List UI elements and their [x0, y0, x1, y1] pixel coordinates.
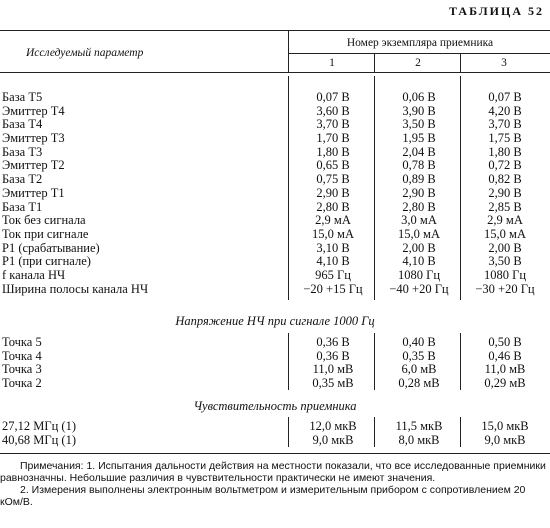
cell: 0,89 В: [402, 172, 436, 187]
cell: 2,80 В: [316, 199, 350, 214]
table-notes: [0, 460, 550, 508]
table-row: [0, 146, 550, 160]
section-title-sensitivity: Чувствительность приемника: [193, 399, 357, 413]
cell: 11,0 мВ: [484, 362, 526, 377]
cell: 1,70 В: [316, 131, 350, 146]
table-row: [0, 336, 550, 350]
cell: 0,35 мВ: [312, 376, 354, 391]
row-label: Ток без сигнала: [2, 213, 86, 228]
table-row: [0, 91, 550, 105]
cell: 0,82 В: [488, 172, 522, 187]
cell: 8,0 мкВ: [398, 432, 440, 447]
row-label: Эмиттер T2: [2, 158, 65, 173]
table-row: [0, 173, 550, 187]
note-2: 2. Измерения выполнены электронным вольтметром и измерительным прибором с сопротивлением 20 кОм/В.: [0, 484, 526, 508]
table-row: [0, 201, 550, 215]
column-divider-2: [374, 53, 375, 72]
cell: 1,80 В: [488, 144, 522, 159]
header-col-2: 2: [415, 57, 421, 69]
table-row: [0, 187, 550, 201]
cell: 11,5 мкВ: [395, 419, 443, 433]
table-row: [0, 434, 550, 448]
cell: 9,0 мкВ: [484, 432, 526, 447]
cell: 2,85 В: [488, 199, 522, 214]
section3-rows: [0, 420, 550, 447]
cell: 2,80 В: [402, 199, 436, 214]
table-row: [0, 105, 550, 119]
row-label: База T5: [2, 90, 43, 104]
cell: 1,80 В: [316, 144, 350, 159]
table-row: [0, 132, 550, 146]
table-title: ТАБЛИЦА 52: [449, 4, 544, 18]
table-row: [0, 118, 550, 132]
cell: 3,10 В: [316, 240, 350, 255]
table-bottom-rule: [0, 453, 550, 454]
row-label: f канала НЧ: [2, 267, 66, 282]
cell: 3,90 В: [402, 103, 436, 118]
cell: 0,75 В: [316, 172, 350, 187]
cell: 1,75 В: [488, 131, 522, 146]
cell: 15,0 мА: [312, 226, 354, 241]
table-row: [0, 269, 550, 283]
row-label: 27,12 МГц (1): [2, 419, 76, 433]
cell: 1080 Гц: [397, 267, 441, 282]
cell: 0,72 В: [488, 158, 522, 173]
cell: 0,29 мВ: [484, 376, 526, 391]
row-label: Точка 5: [2, 335, 42, 349]
table-row: [0, 283, 550, 297]
table-row: [0, 159, 550, 173]
cell: 11,0 мВ: [312, 362, 354, 377]
row-label: Точка 3: [2, 362, 42, 377]
row-label: Ширина полосы канала НЧ: [2, 281, 149, 296]
subheader-rule: [288, 53, 550, 54]
row-label: База T4: [2, 117, 43, 132]
cell: 12,0 мкВ: [309, 419, 357, 433]
main-rows: [0, 91, 550, 296]
cell: −20 +15 Гц: [303, 281, 363, 296]
column-divider-3: [460, 53, 461, 72]
cell: 2,9 мА: [315, 213, 351, 228]
row-label: P1 (при сигнале): [2, 254, 91, 269]
table-row: [0, 228, 550, 242]
cell: −40 +20 Гц: [389, 281, 449, 296]
table-row: [0, 214, 550, 228]
cell: 3,0 мА: [401, 213, 437, 228]
cell: 0,46 В: [488, 348, 522, 363]
cell: 0,06 В: [402, 90, 436, 104]
cell: 3,70 В: [316, 117, 350, 132]
header-col-1: 1: [329, 57, 335, 69]
cell: 2,04 В: [402, 144, 436, 159]
table-row: [0, 420, 550, 434]
table-row: [0, 242, 550, 256]
cell: 2,90 В: [316, 185, 350, 200]
cell: 15,0 мА: [398, 226, 440, 241]
cell: 0,40 В: [402, 335, 436, 349]
row-label: Точка 2: [2, 376, 42, 391]
cell: 0,50 В: [488, 335, 522, 349]
table-row: [0, 377, 550, 391]
cell: 1,95 В: [402, 131, 436, 146]
cell: 3,70 В: [488, 117, 522, 132]
cell: 3,50 В: [488, 254, 522, 269]
cell: 0,07 В: [488, 90, 522, 104]
row-label: Ток при сигнале: [2, 226, 89, 241]
row-label: P1 (срабатывание): [2, 240, 100, 255]
cell: 0,35 В: [402, 348, 436, 363]
header-param-label: Исследуемый параметр: [26, 47, 144, 59]
row-label: Эмиттер T1: [2, 185, 65, 200]
cell: 0,07 В: [316, 90, 350, 104]
note-1: Примечания: 1. Испытания дальности действия на местности показали, что все исследованные приемники равнозначны. Небольшие различия в чувствительности практически не имеют значения.: [0, 460, 546, 484]
cell: 965 Гц: [315, 267, 351, 282]
cell: 0,36 В: [316, 335, 350, 349]
table-row: [0, 363, 550, 377]
header-top-rule: [0, 30, 550, 31]
header-col-3: 3: [501, 57, 507, 69]
cell: 1080 Гц: [483, 267, 527, 282]
cell: 15,0 мА: [484, 226, 526, 241]
cell: 0,78 В: [402, 158, 436, 173]
section2-rows: [0, 336, 550, 391]
cell: 0,36 В: [316, 348, 350, 363]
cell: 0,65 В: [316, 158, 350, 173]
cell: 15,0 мкВ: [481, 419, 529, 433]
row-label: Эмиттер T4: [2, 103, 65, 118]
cell: 2,90 В: [488, 185, 522, 200]
column-divider-1: [288, 30, 289, 72]
row-label: База T3: [2, 144, 43, 159]
cell: 6,0 мВ: [401, 362, 437, 377]
cell: −30 +20 Гц: [475, 281, 535, 296]
table-row: [0, 255, 550, 269]
cell: 3,50 В: [402, 117, 436, 132]
cell: 3,60 В: [316, 103, 350, 118]
row-label: База T2: [2, 172, 43, 187]
cell: 2,00 В: [402, 240, 436, 255]
header-bottom-rule: [0, 72, 550, 73]
row-label: Точка 4: [2, 348, 42, 363]
cell: 2,9 мА: [487, 213, 523, 228]
row-label: 40,68 МГц (1): [2, 432, 76, 447]
cell: 4,20 В: [488, 103, 522, 118]
row-label: Эмиттер T3: [2, 131, 65, 146]
section-title-lf-voltage: Напряжение НЧ при сигнале 1000 Гц: [175, 314, 375, 328]
header-copy-label: Номер экземпляра приемника: [346, 37, 494, 49]
cell: 2,00 В: [488, 240, 522, 255]
cell: 0,28 мВ: [398, 376, 440, 391]
table-row: [0, 350, 550, 364]
cell: 9,0 мкВ: [312, 432, 354, 447]
row-label: База T1: [2, 199, 43, 214]
cell: 4,10 В: [316, 254, 350, 269]
cell: 4,10 В: [402, 254, 436, 269]
cell: 2,90 В: [402, 185, 436, 200]
